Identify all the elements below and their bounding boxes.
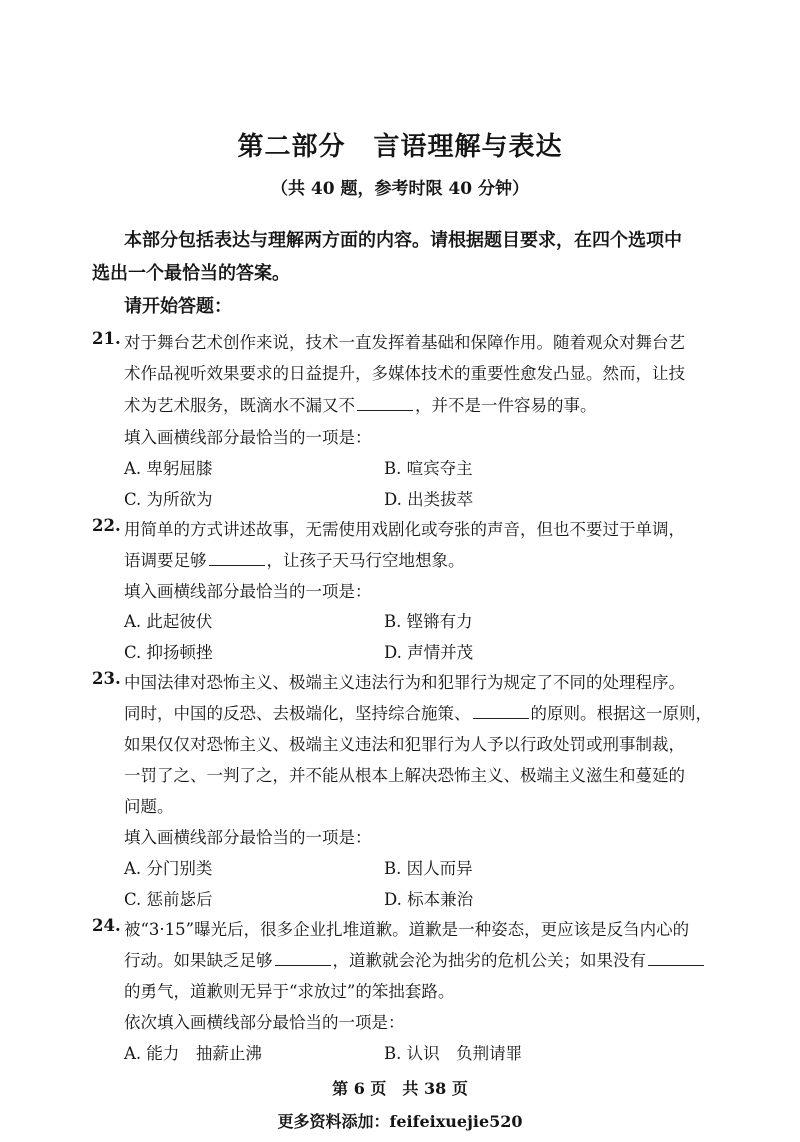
question-21-line-1: 对于舞台艺术创作来说，技术一直发挥着基础和保障作用。随着观众对舞台艺 <box>124 333 685 352</box>
question-21-prompt: 填入画横线部分最恰当的一项是： <box>124 428 372 447</box>
page-subtitle: （共 40 题，参考时限 40 分钟） <box>271 179 529 199</box>
option-a[interactable]: A. 卑躬屈膝 <box>124 459 213 478</box>
answer-blank[interactable] <box>648 949 704 966</box>
question-24-line-1: 被“3·15”曝光后，很多企业扎堆道歉。道歉是一种姿态，更应该是反刍内心的 <box>124 920 690 939</box>
question-number: 21. <box>92 329 121 348</box>
option-a[interactable]: A. 能力 抽薪止沸 <box>124 1044 262 1063</box>
question-24-line-3: 的勇气，道歉则无异于“求放过”的笨拙套路。 <box>124 982 455 1001</box>
question-23-line-1: 中国法律对恐怖主义、极端主义违法行为和犯罪行为规定了不同的处理程序。 <box>124 673 685 692</box>
answer-blank[interactable] <box>209 549 265 566</box>
question-22-line-1: 用简单的方式讲述故事，无需使用戏剧化或夸张的声音，但也不要过于单调， <box>124 520 685 539</box>
question-number: 24. <box>92 916 121 935</box>
intro-line-2: 选出一个最恰当的答案。 <box>92 263 290 284</box>
option-b[interactable]: B. 铿锵有力 <box>384 612 473 631</box>
title-part: 第二部分 <box>237 132 346 162</box>
question-23-line-2: 同时，中国的反恐、去极端化，坚持综合施策、 的原则。根据这一原则， <box>124 704 712 723</box>
question-24-prompt: 依次填入画横线部分最恰当的一项是： <box>124 1013 405 1032</box>
option-a[interactable]: A. 分门别类 <box>124 859 213 878</box>
option-d[interactable]: D. 出类拔萃 <box>384 490 474 509</box>
question-23-prompt: 填入画横线部分最恰当的一项是： <box>124 828 372 847</box>
option-b[interactable]: B. 喧宾夺主 <box>384 459 473 478</box>
answer-blank[interactable] <box>473 702 529 719</box>
contact-note: 更多资料添加：feifeixuejie520 <box>277 1112 523 1131</box>
question-21-line-2: 术作品视听效果要求的日益提升，多媒体技术的重要性愈发凸显。然而，让技 <box>124 364 685 383</box>
answer-blank[interactable] <box>275 949 331 966</box>
option-d[interactable]: D. 标本兼治 <box>384 890 474 909</box>
answer-blank[interactable] <box>357 394 413 411</box>
question-number: 22. <box>92 516 121 535</box>
option-c[interactable]: C. 抑扬顿挫 <box>124 643 213 662</box>
question-24-line-2: 行动。如果缺乏足够 ，道歉就会沦为拙劣的危机公关；如果没有 <box>124 947 706 971</box>
page-title <box>0 126 800 163</box>
title-topic: 言语理解与表达 <box>373 132 563 162</box>
option-a[interactable]: A. 此起彼伏 <box>124 612 213 631</box>
page-number: 第 6 页 共 38 页 <box>332 1079 468 1098</box>
intro-line-1: 本部分包括表达与理解两方面的内容。请根据题目要求，在四个选项中 <box>124 230 682 251</box>
question-21-line-3: 术为艺术服务，既滴水不漏又不 ，并不是一件容易的事。 <box>124 396 597 415</box>
option-d[interactable]: D. 声情并茂 <box>384 643 474 662</box>
option-c[interactable]: C. 惩前毖后 <box>124 890 213 909</box>
question-22-line-2: 语调要足够 ，让孩子天马行空地想象。 <box>124 551 465 570</box>
option-b[interactable]: B. 认识 负荆请罪 <box>384 1044 523 1063</box>
question-22-prompt: 填入画横线部分最恰当的一项是： <box>124 582 372 601</box>
start-prompt: 请开始答题： <box>124 296 232 317</box>
question-23-line-3: 如果仅仅对恐怖主义、极端主义违法和犯罪行为人予以行政处罚或刑事制裁， <box>124 735 685 754</box>
option-c[interactable]: C. 为所欲为 <box>124 490 213 509</box>
question-number: 23. <box>92 669 121 688</box>
question-23-line-4: 一罚了之、一判了之，并不能从根本上解决恐怖主义、极端主义滋生和蔓延的 <box>124 766 685 785</box>
option-b[interactable]: B. 因人而异 <box>384 859 473 878</box>
question-23-line-5: 问题。 <box>124 797 174 816</box>
